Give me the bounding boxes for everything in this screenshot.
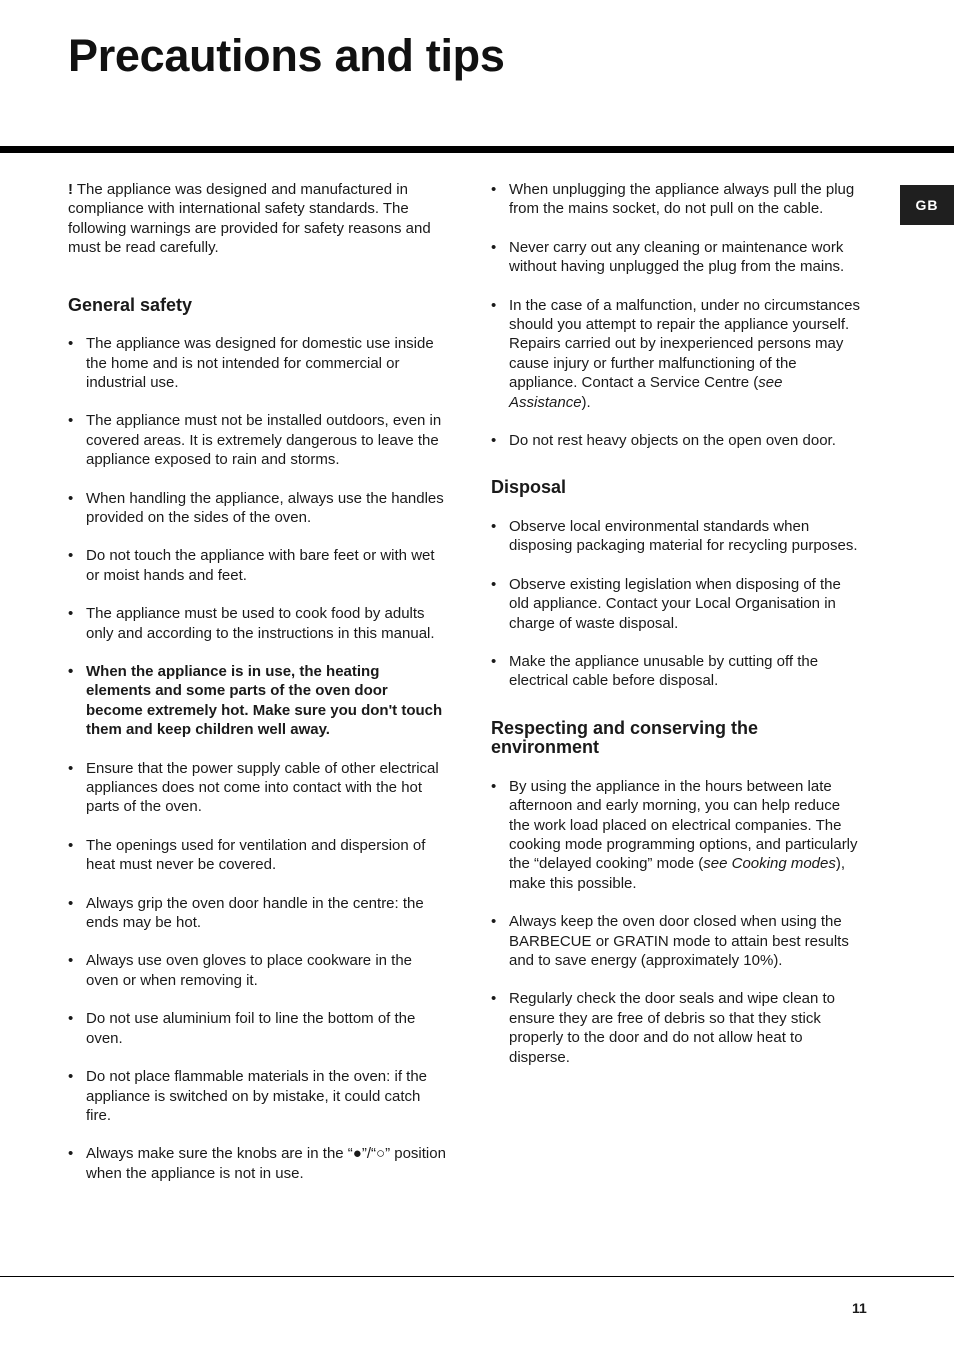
- list-item-text: Observe local environmental standards when disposing packaging material for recycling purposes.: [509, 517, 858, 555]
- environment-heading: Respecting and conserving the environment: [491, 717, 759, 758]
- list-item-text: In the case of a malfunction, under no circumstances should you attempt to repair the appliance yourself. Repairs carried out by inexperienced persons may cause injury or further malfunctioning of the appliance. Contact a Service Centre (: [509, 296, 861, 392]
- list-item: [68, 411, 446, 469]
- list-item-text: By using the appliance in the hours between late afternoon and early morning, you can help reduce the work load placed on electrical companies. The cooking mode programming options, and particularly the “delayed cooking” mode (: [509, 777, 858, 873]
- list-item: [491, 777, 863, 893]
- list-item: [68, 604, 446, 643]
- list-item: [491, 431, 863, 450]
- list-item: [491, 296, 863, 412]
- list-item-text: Never carry out any cleaning or maintenance work without having unplugged the plug from the mains.: [509, 238, 845, 276]
- bullet: •: [491, 296, 497, 314]
- list-item-warning: [68, 662, 446, 740]
- list-item: [491, 238, 863, 277]
- disposal-heading: Disposal: [491, 477, 567, 498]
- bullet: •: [68, 489, 74, 507]
- list-item: [68, 894, 446, 933]
- list-item-text: The appliance must not be installed outdoors, even in covered areas. It is extremely dangerous to leave the appliance exposed to rain and storms.: [86, 412, 442, 469]
- list-item: [491, 652, 863, 691]
- environment-list: [491, 777, 863, 1067]
- list-item-text: Do not use aluminium foil to line the bottom of the oven.: [86, 1010, 416, 1047]
- bullet: •: [68, 836, 74, 854]
- bullet: •: [68, 894, 74, 912]
- list-item: [68, 334, 446, 392]
- disposal-list: [491, 517, 863, 691]
- list-item: [68, 836, 446, 875]
- list-item: [68, 951, 446, 990]
- bullet: •: [68, 759, 74, 777]
- list-item-text: Always keep the oven door closed when using the BARBECUE or GRATIN mode to attain best results and to save energy (approximately 10%).: [509, 913, 849, 970]
- bullet: •: [491, 432, 497, 450]
- bullet: •: [68, 1010, 74, 1028]
- bullet: •: [68, 412, 74, 430]
- bullet: •: [491, 575, 497, 593]
- list-item-text: Make the appliance unusable by cutting off the electrical cable before disposal.: [509, 653, 819, 690]
- bullet: •: [491, 653, 497, 670]
- left-column: [68, 180, 446, 1211]
- warning-mark: !: [68, 181, 73, 198]
- right-column: [491, 180, 863, 1095]
- list-item-text: Do not rest heavy objects on the open oven door.: [509, 432, 836, 450]
- list-item-text: Observe existing legislation when disposing of the old appliance. Contact your Local Organisation in charge of waste disposal.: [509, 575, 841, 632]
- list-item-text-end: ), make this possible.: [509, 855, 846, 892]
- list-item: [68, 759, 446, 817]
- bullet: •: [68, 1145, 74, 1163]
- list-item-text-end: ).: [581, 393, 591, 411]
- general-safety-section: [68, 296, 446, 1184]
- list-item-text: The openings used for ventilation and dispersion of heat must never be covered.: [86, 836, 426, 874]
- page-title: Precautions and tips: [68, 30, 505, 81]
- list-item: [68, 1067, 446, 1125]
- list-item: [68, 546, 446, 585]
- list-item-text: Always grip the oven door handle in the centre: the ends may be hot.: [86, 894, 424, 932]
- list-item-text: The appliance was designed for domestic use inside the home and is not intended for commercial or industrial use.: [86, 335, 434, 391]
- bottom-divider: [0, 1276, 954, 1277]
- bullet: •: [491, 238, 497, 256]
- page-number: 11: [852, 1300, 867, 1316]
- list-item: [491, 912, 863, 970]
- bullet: •: [68, 952, 74, 970]
- list-item-text: Always make sure the knobs are in the “●”/“○” position when the appliance is not in use.: [86, 1145, 446, 1182]
- language-tab: GB: [900, 185, 954, 225]
- bullet: •: [491, 517, 497, 535]
- list-item: [491, 575, 863, 633]
- list-item-text: Do not place flammable materials in the oven: if the appliance is switched on by mistake, it could catch fire.: [86, 1068, 428, 1124]
- list-item-text: Always use oven gloves to place cookware in the oven or when removing it.: [86, 952, 413, 989]
- list-item: [68, 489, 446, 528]
- intro-text: The appliance was designed and manufactured in compliance with international safety standards. The following warnings are provided for safety reasons and must be read carefully.: [68, 181, 431, 257]
- general-safety-continued: [491, 180, 863, 450]
- bullet: •: [68, 1068, 74, 1086]
- bullet: •: [491, 777, 497, 795]
- bullet: •: [68, 547, 74, 565]
- bullet: •: [68, 335, 74, 353]
- list-item-text: When the appliance is in use, the heating elements and some parts of the oven door become extremely hot. Make sure you don't touch them and keep children well away.: [86, 663, 443, 739]
- general-safety-list: [68, 334, 446, 1183]
- cross-reference: see Assistance: [509, 374, 783, 411]
- general-safety-heading: General safety: [68, 294, 193, 315]
- list-item-text: Regularly check the door seals and wipe clean to ensure they are free of debris so that they stick properly to the door and do not allow heat to disperse.: [509, 990, 836, 1066]
- environment-section: [491, 719, 863, 1067]
- list-item: [491, 180, 863, 219]
- disposal-section: [491, 478, 863, 690]
- bullet: •: [491, 913, 497, 931]
- list-item: [491, 517, 863, 556]
- list-item-text: When unplugging the appliance always pull the plug from the mains socket, do not pull on the cable.: [509, 181, 855, 218]
- general-safety-list-continued: [491, 180, 863, 450]
- list-item: [68, 1009, 446, 1048]
- cross-reference: see Cooking modes: [703, 855, 836, 873]
- list-item-text: Ensure that the power supply cable of other electrical appliances does not come into contact with the hot parts of the oven.: [86, 759, 439, 816]
- intro-paragraph: [68, 180, 446, 258]
- bullet: •: [491, 990, 497, 1008]
- bullet: •: [68, 663, 74, 680]
- list-item-text: When handling the appliance, always use the handles provided on the sides of the oven.: [86, 489, 444, 526]
- bullet: •: [68, 605, 74, 623]
- list-item: [68, 1144, 446, 1183]
- list-item: [491, 989, 863, 1067]
- top-divider: [0, 146, 954, 153]
- bullet: •: [491, 181, 497, 198]
- list-item-text: Do not touch the appliance with bare feet or with wet or moist hands and feet.: [86, 547, 435, 584]
- list-item-text: The appliance must be used to cook food by adults only and according to the instructions in this manual.: [86, 605, 435, 642]
